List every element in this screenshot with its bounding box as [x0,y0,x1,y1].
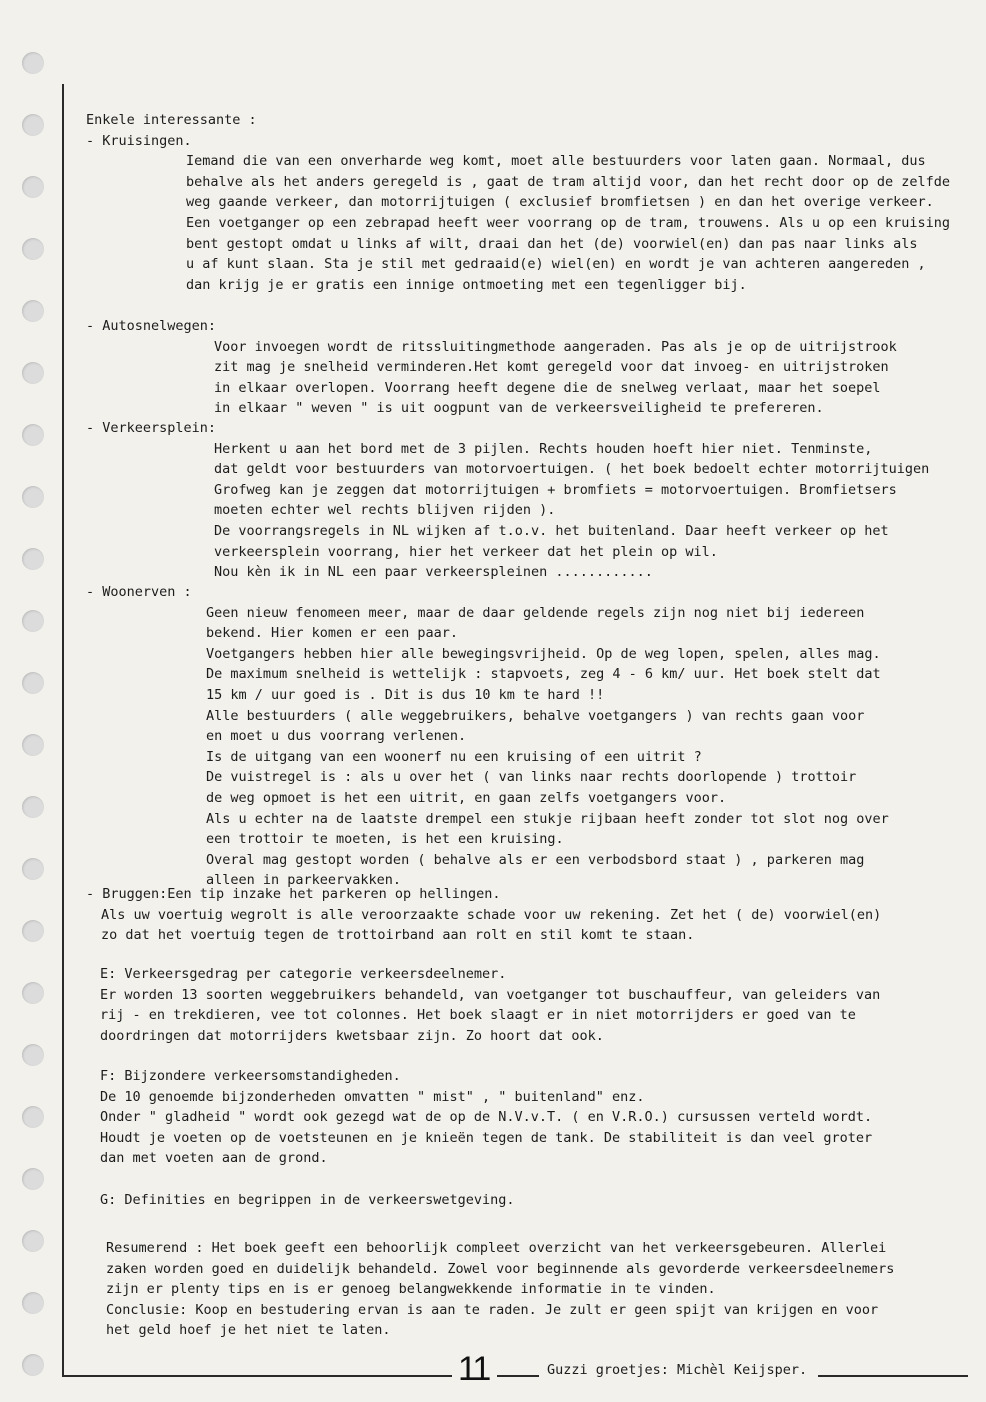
frame-bottom-rule [497,1375,539,1377]
text-line: Resumerend : Het boek geeft een behoorlijk compleet overzicht van het verkeersgebeuren. Allerlei [106,1240,887,1256]
section-f-heading: F: Bijzondere verkeersomstandigheden. [100,1068,401,1084]
binder-hole [22,362,44,384]
text-line: Geen nieuw fenomeen meer, maar de daar geldende regels zijn nog niet bij iedereen [206,604,865,621]
binder-hole [22,1106,44,1128]
signature: Guzzi groetjes: Michèl Keijsper. [547,1362,808,1378]
text-line: zit mag je snelheid verminderen.Het komt geregeld voor dat invoeg- en uitrijstroken [214,359,889,376]
section-e-heading: E: Verkeersgedrag per categorie verkeersdeelnemer. [100,966,507,982]
binder-hole [22,300,44,322]
section-e [100,964,880,1046]
woonerven-heading: - Woonerven : [86,584,192,600]
text-line: Houdt je voeten op de voetsteunen en je knieën tegen de tank. De stabiliteit is dan veel groter [100,1129,873,1146]
text-line: zaken worden goed en duidelijk behandeld. Zowel voor beginnende als gevorderde verkeersdeelnemers [106,1260,895,1277]
binder-hole [22,1354,44,1376]
intro-block [86,110,950,295]
binder-hole [22,1044,44,1066]
text-line: Iemand die van een onverharde weg komt, moet alle bestuurders voor laten gaan. Normaal, dus [186,153,926,170]
binder-hole [22,796,44,818]
verkeersplein-heading: - Verkeersplein: [86,420,217,436]
text-line: De maximum snelheid is wettelijk : stapvoets, zeg 4 - 6 km/ uur. Het boek stelt dat [206,666,881,683]
text-line: weg gaande verkeer, dan motorrijtuigen ( exclusief bromfietsen ) en dan het overige verkeer. [186,194,934,211]
text-line: de weg opmoet is het een uitrit, en gaan zelfs voetgangers voor. [206,789,727,806]
binder-hole [22,548,44,570]
text-line: bekend. Hier komen er een paar. [206,625,458,642]
frame-left-rule [62,84,64,1376]
kruisingen-paragraph [86,151,950,295]
text-line: u af kunt slaan. Sta je stil met gedraaid(e) wiel(en) en wordt je van achteren aangereden , [186,256,926,273]
woonerven-paragraph [86,603,889,891]
woonerven-block [86,582,889,891]
text-line: zijn er plenty tips en is er genoeg belangwekkende informatie in te vinden. [106,1281,716,1298]
text-line: Overal mag gestopt worden ( behalve als er een verbodsbord staat ) , parkeren mag [206,851,865,868]
bruggen-heading: - Bruggen:Een tip inzake het parkeren op hellingen. [86,886,501,902]
autosnelwegen-paragraph [86,337,897,419]
text-line: en moet u dus voorrang verlenen. [206,728,467,745]
binder-hole [22,734,44,756]
binder-hole [22,1230,44,1252]
section-g-heading: G: Definities en begrippen in de verkeerswetgeving. [100,1192,515,1208]
text-line: Alle bestuurders ( alle weggebruikers, behalve voetgangers ) van rechts gaan voor [206,707,865,724]
text-line: in elkaar " weven " is uit oogpunt van de verkeersveiligheid te prefereren. [214,400,824,417]
text-line: Voetgangers hebben hier alle bewegingsvrijheid. Op de weg lopen, spelen, alles mag. [206,645,881,662]
summary [106,1238,894,1341]
text-line: 15 km / uur goed is . Dit is dus 10 km te hard !! [206,686,605,703]
binder-hole [22,238,44,260]
text-line: behalve als het anders geregeld is , gaat de tram altijd voor, dan het recht door op de zelfde [186,173,951,190]
bruggen-paragraph [86,905,881,946]
section-f [100,1066,872,1169]
text-line: Onder " gladheid " wordt ook gezegd wat de op de N.V.v.T. ( en V.R.O.) cursussen verteld wordt. [100,1109,873,1126]
text-line: De vuistregel is : als u over het ( van links naar rechts doorlopende ) trottoir [206,769,857,786]
intro-heading: Enkele interessante : [86,112,257,128]
binder-hole [22,1292,44,1314]
text-line: een trottoir te moeten, is het een kruising. [206,831,564,848]
text-line: Als uw voertuig wegrolt is alle veroorzaakte schade voor uw rekening. Zet het ( de) voorwiel(en) [101,906,882,923]
binder-hole [22,52,44,74]
section-f-paragraph [100,1087,872,1169]
text-line: Als u echter na de laatste drempel een stukje rijbaan heeft zonder tot slot nog over [206,810,889,827]
section-e-paragraph [100,985,880,1047]
text-line: moeten echter wel rechts blijven rijden ). [214,502,556,519]
text-line: bent gestopt omdat u links af wilt, draai dan het (de) voorwiel(en) dan pas naar links als [186,235,918,252]
text-line: alleen in parkeervakken. [206,872,402,889]
verkeersplein-block [86,418,929,583]
binder-hole [22,176,44,198]
verkeersplein-paragraph [86,439,929,583]
autosnelwegen-block [86,316,897,419]
binder-hole [22,486,44,508]
text-line: Voor invoegen wordt de ritssluitingmethode aangeraden. Pas als je op de uitrijstrook [214,338,897,355]
frame-bottom-rule [62,1375,452,1377]
text-line: dan met voeten aan de grond. [100,1150,328,1167]
text-line: De 10 genoemde bijzonderheden omvatten " mist" , " buitenland" enz. [100,1088,645,1105]
binder-holes [22,24,46,1394]
section-g [100,1190,515,1211]
text-line: Herkent u aan het bord met de 3 pijlen. Rechts houden hoeft hier niet. Tenminste, [214,440,873,457]
binder-hole [22,610,44,632]
text-line: Er worden 13 soorten weggebruikers behandeld, van voetganger tot buschauffeur, van geleiders van [100,986,881,1003]
binder-hole [22,858,44,880]
text-line: Is de uitgang van een woonerf nu een kruising of een uitrit ? [206,748,702,765]
binder-hole [22,982,44,1004]
text-line: Conclusie: Koop en bestudering ervan is aan te raden. Je zult er geen spijt van krijgen en voor [106,1301,879,1318]
bruggen-block [86,884,881,946]
binder-hole [22,672,44,694]
binder-hole [22,920,44,942]
text-line: dat geldt voor bestuurders van motorvoertuigen. ( het boek bedoelt echter motorrijtuigen [214,461,930,478]
text-line: Nou kèn ik in NL een paar verkeerspleinen ............ [214,564,653,581]
text-line: in elkaar overlopen. Voorrang heeft degene die de snelweg verlaat, maar het soepel [214,379,881,396]
text-line: zo dat het voertuig tegen de trottoirband aan rolt en stil komt te staan. [101,927,695,944]
frame-bottom-rule [818,1375,968,1377]
text-line: verkeersplein voorrang, hier het verkeer dat het plein op wil. [214,543,718,560]
binder-hole [22,1168,44,1190]
binder-hole [22,114,44,136]
text-line: De voorrangsregels in NL wijken af t.o.v. het buitenland. Daar heeft verkeer op het [214,522,889,539]
text-line: doordringen dat motorrijders kwetsbaar zijn. Zo hoort dat ook. [100,1027,604,1044]
binder-hole [22,424,44,446]
autosnelwegen-heading: - Autosnelwegen: [86,318,217,334]
page-number: 11 [458,1350,490,1388]
kruisingen-heading: - Kruisingen. [86,132,192,149]
text-line: dan krijg je er gratis een innige ontmoeting met een tegenligger bij. [186,276,747,293]
text-line: het geld hoef je het niet te laten. [106,1322,391,1339]
text-line: Grofweg kan je zeggen dat motorrijtuigen + bromfiets = motorvoertuigen. Bromfietsers [214,481,897,498]
text-line: rij - en trekdieren, vee tot colonnes. Het boek slaagt er in niet motorrijders er goed van te [100,1007,856,1024]
text-line: Een voetganger op een zebrapad heeft weer voorrang op de tram, trouwens. Als u op een kruising [186,214,951,231]
